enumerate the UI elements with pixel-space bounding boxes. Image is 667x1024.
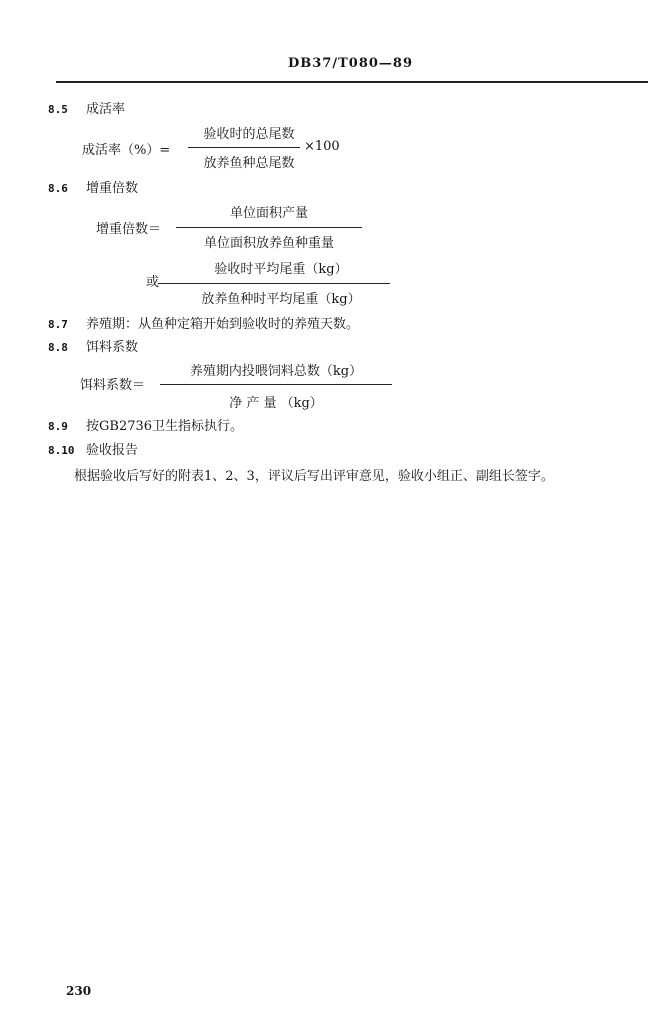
fraction-bar <box>160 384 392 385</box>
formula-numerator: 验收时平均尾重（kg） <box>214 262 348 277</box>
formula-numerator: 验收时的总尾数 <box>203 127 295 142</box>
page-number: 230 <box>66 984 92 998</box>
formula-denominator: 放养鱼种总尾数 <box>203 156 295 171</box>
section-text: 养殖期：从鱼种定箱开始到验收时的养殖天数。 <box>86 317 360 332</box>
or-label: 或 <box>146 275 160 290</box>
fraction-bar <box>158 283 390 284</box>
section-8-10-text: 根据验收后写好的附表1、2、3，评议后写出评审意见，验收小组正、副组长签字。 <box>74 469 554 484</box>
formula-denominator: 放养鱼种时平均尾重（kg） <box>201 292 361 307</box>
section-8-9 <box>48 415 243 434</box>
document-code: DB37/T080—89 <box>288 56 414 71</box>
header-rule <box>56 81 648 83</box>
formula-numerator: 养殖期内投喂饲料总数（kg） <box>189 364 363 379</box>
formula-numerator: 单位面积产量 <box>229 206 308 221</box>
fraction-bar <box>188 147 300 148</box>
section-8-6-heading <box>48 177 138 196</box>
section-number: 8.6 <box>48 182 68 195</box>
section-title: 增重倍数 <box>86 181 139 196</box>
section-text: 按GB2736卫生指标执行。 <box>86 419 244 434</box>
section-8-7 <box>48 313 359 332</box>
section-8-5-heading <box>48 98 125 117</box>
section-number: 8.8 <box>48 341 68 354</box>
fraction-bar <box>176 227 362 228</box>
section-number: 8.5 <box>48 103 68 116</box>
section-number: 8.7 <box>48 318 68 331</box>
formula-multiplier: ×100 <box>304 139 340 154</box>
formula-label-feed-coefficient: 饵料系数＝ <box>80 378 146 393</box>
formula-label-survival-rate: 成活率（%）= <box>82 143 171 158</box>
section-8-10-heading <box>48 439 138 458</box>
formula-label-weight-gain: 增重倍数＝ <box>96 222 162 237</box>
formula-denominator: 净 产 量 （kg） <box>229 396 323 411</box>
section-title: 成活率 <box>86 102 126 117</box>
section-title: 饵料系数 <box>86 340 139 355</box>
section-number: 8.9 <box>48 420 68 433</box>
formula-denominator: 单位面积放养鱼种重量 <box>203 236 334 251</box>
section-title: 验收报告 <box>86 443 139 458</box>
section-number: 8.10 <box>48 444 75 457</box>
section-8-8-heading <box>48 336 138 355</box>
